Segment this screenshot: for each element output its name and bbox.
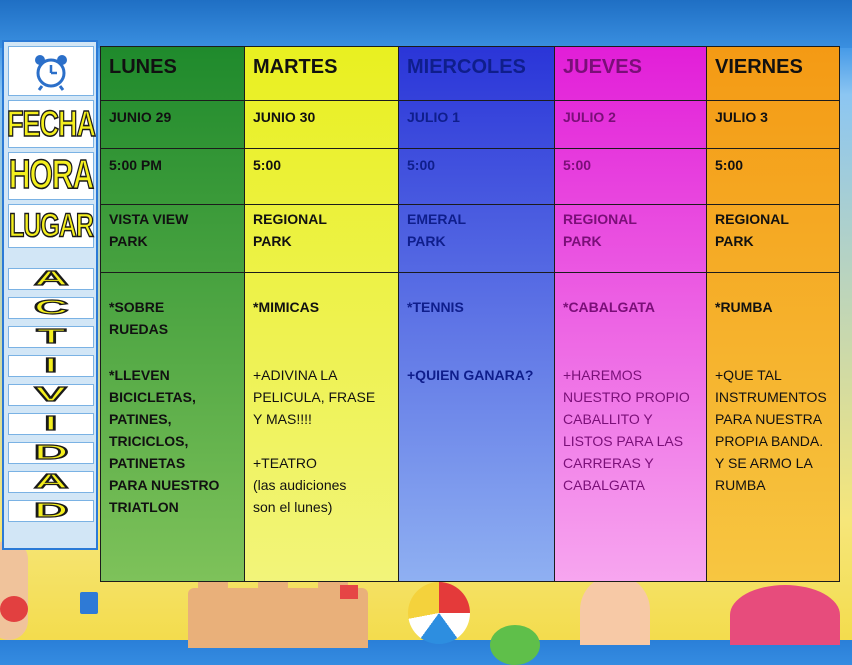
actividad-letter	[8, 384, 94, 406]
fecha-label-cell	[8, 100, 94, 148]
actividad-letter	[8, 413, 94, 435]
cartoon-girl-decoration	[580, 575, 650, 645]
alarm-clock-cell	[8, 46, 94, 96]
actividad-letter	[8, 297, 94, 319]
day-name: MIERCOLES	[407, 56, 526, 78]
row-divider	[100, 148, 840, 149]
grid-top-border	[100, 46, 840, 47]
lugar-value: EMERAL PARK	[407, 211, 467, 249]
cartoon-hat-decoration	[0, 596, 28, 622]
grid-bottom-border	[100, 581, 840, 582]
day-column-jueves	[554, 46, 706, 582]
actividad-letter	[8, 326, 94, 348]
actividad-detail: +HAREMOS NUESTRO PROPIO CABALLITO Y LISTOS PARA LAS CARRERAS Y CABALGATA	[563, 367, 690, 493]
actividad-main: *TENNIS	[407, 299, 464, 315]
lugar-label: LUGAR	[9, 206, 93, 245]
row-divider	[100, 272, 840, 273]
alarm-clock-icon	[31, 51, 71, 91]
actividad-letter-text: D	[33, 499, 69, 522]
fecha-value: JULIO 1	[407, 109, 460, 125]
day-name: VIERNES	[715, 56, 803, 78]
actividad-letter	[8, 355, 94, 377]
actividad-letter-text: C	[33, 296, 69, 319]
actividad-letter	[8, 471, 94, 493]
fecha-value: JULIO 3	[715, 109, 768, 125]
lugar-value: REGIONAL PARK	[715, 211, 789, 249]
lugar-value: REGIONAL PARK	[563, 211, 637, 249]
actividad-letter-text: A	[33, 267, 69, 290]
actividad-letter-text: T	[36, 325, 66, 348]
day-column-lunes	[100, 46, 244, 582]
actividad-main: *RUMBA	[715, 299, 773, 315]
day-column-martes	[244, 46, 398, 582]
hora-value: 5:00	[563, 157, 592, 173]
cartoon-child-decoration	[0, 540, 28, 640]
hora-label-cell	[8, 152, 94, 200]
day-name: LUNES	[109, 56, 177, 78]
hora-value: 5:00	[407, 157, 436, 173]
actividad-letter-text: V	[34, 383, 68, 406]
actividad-letter	[8, 268, 94, 290]
green-ball-decoration	[490, 625, 540, 665]
row-divider	[100, 204, 840, 205]
actividad-letter-text: A	[33, 470, 69, 493]
actividad-main: *SOBRE RUEDAS	[109, 299, 169, 337]
lugar-label-cell	[8, 204, 94, 248]
actividad-main: *CABALGATA	[563, 299, 656, 315]
fecha-label: FECHA	[7, 103, 95, 144]
fecha-value: JUNIO 29	[109, 109, 172, 125]
row-divider	[100, 100, 840, 101]
sky-background	[0, 0, 852, 48]
cartoon-umbrella-decoration	[730, 585, 840, 645]
hora-value: 5:00	[253, 157, 282, 173]
actividad-letter	[8, 442, 94, 464]
hora-value: 5:00 PM	[109, 157, 162, 173]
schedule-grid	[100, 46, 840, 582]
day-column-viernes	[706, 46, 840, 582]
row-label-column	[2, 40, 98, 550]
sand-pail-decoration	[80, 592, 98, 614]
actividad-detail: +QUE TAL INSTRUMENTOS PARA NUESTRA PROPIA BANDA. Y SE ARMO LA RUMBA	[715, 367, 827, 493]
beach-ball-decoration	[408, 582, 470, 644]
actividad-letter-text: I	[44, 412, 58, 435]
hora-label: HORA	[8, 153, 94, 198]
actividad-detail: +QUIEN GANARA?	[407, 367, 534, 383]
day-name: JUEVES	[563, 56, 642, 78]
day-column-miercoles	[398, 46, 554, 582]
actividad-main: *MIMICAS	[253, 299, 320, 315]
actividad-letter-text: D	[33, 441, 69, 464]
lugar-value: VISTA VIEW PARK	[109, 211, 189, 249]
actividad-letter-text: I	[44, 354, 58, 377]
castle-flag-decoration	[340, 585, 358, 599]
actividad-extra: +TEATRO (las audiciones son el lunes)	[253, 455, 347, 515]
fecha-value: JUNIO 30	[253, 109, 316, 125]
fecha-value: JULIO 2	[563, 109, 616, 125]
hora-value: 5:00	[715, 157, 744, 173]
lugar-value: REGIONAL PARK	[253, 211, 327, 249]
actividad-letter	[8, 500, 94, 522]
actividad-detail: *LLEVEN BICICLETAS, PATINES, TRICICLOS, PATINETAS PARA NUESTRO TRIATLON	[109, 367, 220, 515]
day-name: MARTES	[253, 56, 338, 78]
actividad-detail: +ADIVINA LA PELICULA, FRASE Y MAS!!!!	[253, 367, 376, 427]
